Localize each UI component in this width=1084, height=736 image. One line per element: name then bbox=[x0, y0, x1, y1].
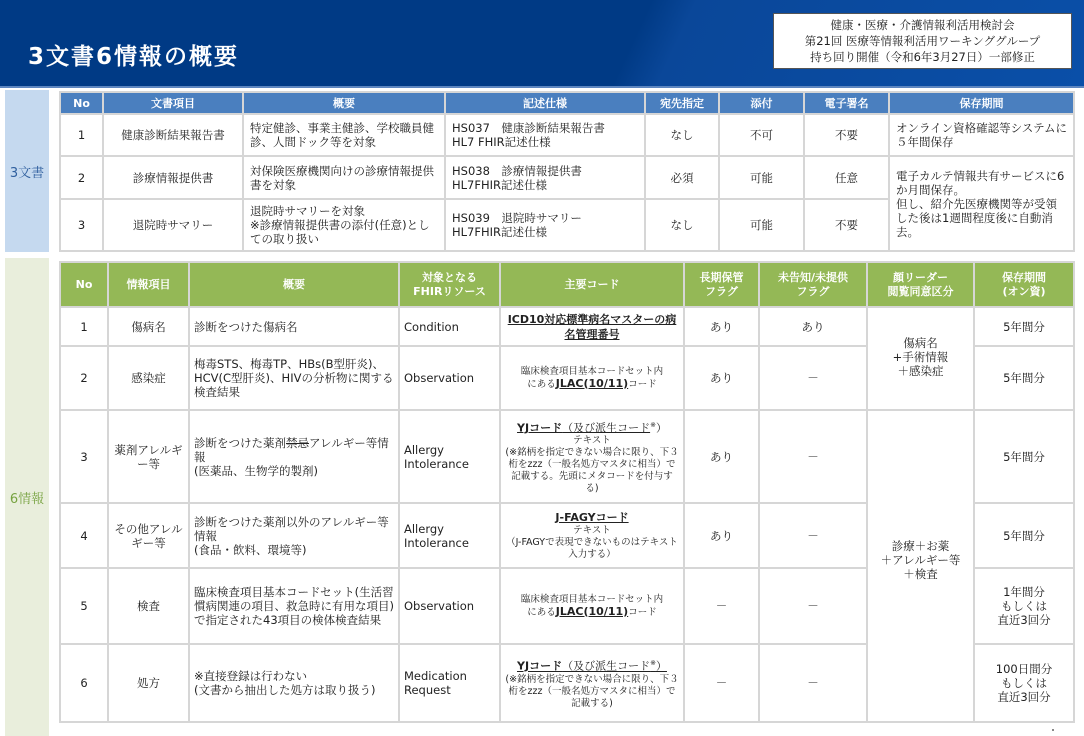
cell-fhir: Allergy Intolerance bbox=[399, 410, 500, 503]
cell-retention: 5年間分 bbox=[974, 307, 1074, 346]
source-note bbox=[773, 13, 1072, 69]
summary-line-2: (医薬品、生物学的製剤) bbox=[194, 463, 318, 478]
cell-fhir: Allergy Intolerance bbox=[399, 503, 500, 568]
column-header-attachment: 添付 bbox=[719, 92, 804, 114]
cell-summary: 特定健診、事業主健診、学校職員健診、人間ドック等を対象 bbox=[243, 114, 445, 156]
cell-code bbox=[500, 503, 684, 568]
column-header-summary: 概要 bbox=[189, 262, 399, 307]
cell-no: 3 bbox=[60, 199, 103, 251]
cell-recipient: 必須 bbox=[645, 156, 719, 199]
summary-line-2: (食品・飲料、環境等) bbox=[194, 542, 307, 557]
code-line-2 bbox=[505, 378, 679, 391]
code-line-2 bbox=[505, 606, 679, 619]
spec-line-1: HS038 診療情報提供書 bbox=[452, 163, 582, 178]
cell-no: 2 bbox=[60, 156, 103, 199]
cell-attachment: 可能 bbox=[719, 156, 804, 199]
summary-line-2: ※診療情報提供書の添付(任意)としての取り扱い bbox=[250, 218, 430, 246]
column-header-fhir-resource bbox=[399, 262, 500, 307]
cell-item: 診療情報提供書 bbox=[103, 156, 243, 199]
title-banner bbox=[0, 0, 1084, 88]
documents-table bbox=[59, 91, 1075, 252]
note-mark: ※ bbox=[650, 659, 656, 668]
header-line-1: 保存期間 bbox=[1002, 270, 1046, 284]
cell-item: 退院時サマリー bbox=[103, 199, 243, 251]
cell-summary: 臨床検査項目基本コードセット(生活習慣病関連の項目、救急時に有用な項目)で指定された43項目の検体検査結果 bbox=[189, 568, 399, 644]
cell-no: 1 bbox=[60, 114, 103, 156]
retention-line-2: もしくは bbox=[1001, 676, 1047, 690]
column-header-no: No bbox=[60, 92, 103, 114]
cell-item: その他アレルギー等 bbox=[108, 503, 189, 568]
note-mark: ※ bbox=[650, 420, 656, 429]
header-line-1: 対象となる bbox=[422, 270, 477, 284]
code-line-2: テキスト bbox=[573, 435, 611, 447]
cell-item: 薬剤アレルギー等 bbox=[108, 410, 189, 503]
code-suffix: コード bbox=[628, 378, 657, 390]
cell-undisclosed: － bbox=[759, 644, 867, 722]
code-name: JLAC(10/11) bbox=[555, 604, 629, 618]
cell-consent-group-2 bbox=[867, 410, 974, 722]
column-header-retention: 保存期間 bbox=[889, 92, 1074, 114]
column-header-retention bbox=[974, 262, 1074, 307]
table-header-row bbox=[60, 262, 1074, 307]
source-line-3: 持ち回り開催（令和6年3月27日）一部修正 bbox=[810, 50, 1035, 64]
cell-code bbox=[500, 568, 684, 644]
cell-signature: 任意 bbox=[804, 156, 889, 199]
consent-line-1: 傷病名 bbox=[903, 336, 938, 350]
cell-longterm: あり bbox=[684, 503, 759, 568]
retention-line-1: 100日間分 bbox=[995, 662, 1053, 676]
code-prefix: にある bbox=[527, 606, 556, 618]
cell-item: 感染症 bbox=[108, 346, 189, 410]
cell-spec bbox=[445, 114, 645, 156]
cell-item: 検査 bbox=[108, 568, 189, 644]
cell-attachment: 不可 bbox=[719, 114, 804, 156]
column-header-spec: 記述仕様 bbox=[445, 92, 645, 114]
header-line-2: FHIRリソース bbox=[413, 284, 486, 298]
column-header-longterm-flag bbox=[684, 262, 759, 307]
column-header-no: No bbox=[60, 262, 108, 307]
cell-summary bbox=[189, 503, 399, 568]
column-header-info-item: 情報項目 bbox=[108, 262, 189, 307]
struck-text: 禁忌 bbox=[286, 435, 309, 450]
code-name: JLAC(10/11) bbox=[555, 376, 629, 390]
cell-retention bbox=[974, 644, 1074, 722]
cell-undisclosed: あり bbox=[759, 307, 867, 346]
summary-line-1: ※直接登録は行わない bbox=[194, 669, 308, 683]
cell-code bbox=[500, 410, 684, 503]
cell-retention: 5年間分 bbox=[974, 503, 1074, 568]
cell-summary bbox=[243, 199, 445, 251]
code-note: (※銘柄を指定できない場合に限り、下３桁をzzz（一般名処方マスタに相当）で記載する。先頭にメタコードを付与する) bbox=[505, 447, 679, 495]
cell-longterm: あり bbox=[684, 307, 759, 346]
code-name: J-FAGYコード bbox=[555, 510, 629, 524]
code-name: ICD10対応標準病名マスターの病名管理番号 bbox=[507, 312, 677, 341]
code-note: （J-FAGYで表現できないものはテキスト入力する） bbox=[506, 536, 678, 560]
spec-line-1: HS037 健康診断結果報告書 bbox=[452, 121, 605, 135]
cell-undisclosed: － bbox=[759, 410, 867, 503]
cell-longterm: あり bbox=[684, 410, 759, 503]
code-suffix: （及び派生コード bbox=[562, 659, 651, 673]
cell-item: 処方 bbox=[108, 644, 189, 722]
summary-line-1: 診断をつけた薬剤以外のアレルギー等情報 bbox=[194, 514, 389, 543]
cell-code bbox=[500, 307, 684, 346]
retention-line-3: 直近3回分 bbox=[997, 690, 1051, 704]
cell-retention: 5年間分 bbox=[974, 410, 1074, 503]
header-line-2: 閲覧同意区分 bbox=[887, 284, 954, 298]
cell-summary bbox=[189, 410, 399, 503]
cell-retention: オンライン資格確認等システムに５年間保存 bbox=[889, 114, 1074, 156]
table-row bbox=[60, 307, 1074, 346]
cell-recipient: なし bbox=[645, 114, 719, 156]
cell-item: 傷病名 bbox=[108, 307, 189, 346]
cell-consent-group-1 bbox=[867, 307, 974, 410]
table-row bbox=[60, 114, 1074, 156]
spec-line-2: HL7FHIR記述仕様 bbox=[452, 177, 548, 192]
cell-fhir: Medication Request bbox=[399, 644, 500, 722]
cell-no: 6 bbox=[60, 644, 108, 722]
cell-retention bbox=[889, 156, 1074, 251]
column-header-document-item: 文書項目 bbox=[103, 92, 243, 114]
page-marker bbox=[1052, 729, 1054, 731]
retention-line-2: 但し、紹介先医療機関等が受領した後は1週間程度後に自動消去。 bbox=[896, 196, 1057, 239]
code-line-1: 臨床検査項目基本コードセット内 bbox=[520, 365, 664, 377]
cell-longterm: － bbox=[684, 644, 759, 722]
cell-longterm: あり bbox=[684, 346, 759, 410]
cell-fhir: Observation bbox=[399, 568, 500, 644]
code-prefix: にある bbox=[527, 378, 556, 390]
code-close: ） bbox=[655, 421, 667, 435]
summary-text: アレルギー等情報 bbox=[194, 435, 389, 464]
spec-line-2: HL7 FHIR記述仕様 bbox=[452, 135, 551, 149]
code-close: ） bbox=[655, 659, 667, 673]
cell-no: 4 bbox=[60, 503, 108, 568]
column-header-signature: 電子署名 bbox=[804, 92, 889, 114]
cell-no: 2 bbox=[60, 346, 108, 410]
column-header-summary: 概要 bbox=[243, 92, 445, 114]
header-line-1: 未告知/未提供 bbox=[777, 270, 849, 284]
cell-fhir: Condition bbox=[399, 307, 500, 346]
cell-summary bbox=[189, 644, 399, 722]
header-line-1: 顔リーダー bbox=[893, 270, 948, 284]
section-label-documents: 3文書 bbox=[5, 90, 49, 252]
retention-line-1: 電子カルテ情報共有サービスに6か月間保存。 bbox=[896, 168, 1065, 197]
retention-line-3: 直近3回分 bbox=[997, 613, 1051, 627]
cell-summary: 梅毒STS、梅毒TP、HBs(B型肝炎)、HCV(C型肝炎)、HIVの分析物に関する検査結果 bbox=[189, 346, 399, 410]
summary-text: 診断をつけた薬剤 bbox=[194, 435, 286, 450]
cell-code bbox=[500, 644, 684, 722]
cell-summary: 診断をつけた傷病名 bbox=[189, 307, 399, 346]
cell-undisclosed: － bbox=[759, 568, 867, 644]
header-line-2: フラグ bbox=[705, 284, 738, 298]
cell-signature: 不要 bbox=[804, 114, 889, 156]
code-suffix: コード bbox=[628, 606, 657, 618]
cell-spec bbox=[445, 156, 645, 199]
column-header-consent-category bbox=[867, 262, 974, 307]
summary-line-2: (文書から抽出した処方は取り扱う) bbox=[194, 683, 376, 697]
consent-line-2: +手術情報 bbox=[892, 350, 949, 364]
cell-item: 健康診断結果報告書 bbox=[103, 114, 243, 156]
column-header-recipient: 宛先指定 bbox=[645, 92, 719, 114]
column-header-main-code: 主要コード bbox=[500, 262, 684, 307]
cell-fhir: Observation bbox=[399, 346, 500, 410]
section-label-information: 6情報 bbox=[5, 258, 49, 736]
table-row bbox=[60, 156, 1074, 199]
code-line-1: 臨床検査項目基本コードセット内 bbox=[520, 593, 664, 605]
page-title: 3文書6情報の概要 bbox=[28, 44, 240, 70]
code-line-2: テキスト bbox=[573, 524, 611, 536]
summary-line-1 bbox=[194, 436, 394, 464]
cell-no: 1 bbox=[60, 307, 108, 346]
column-header-undisclosed-flag bbox=[759, 262, 867, 307]
cell-retention bbox=[974, 568, 1074, 644]
consent-line-3: ＋感染症 bbox=[897, 364, 944, 378]
table-header-row bbox=[60, 92, 1074, 114]
code-line-1 bbox=[505, 656, 679, 674]
spec-line-1: HS039 退院時サマリー bbox=[452, 211, 582, 225]
table-row bbox=[60, 410, 1074, 503]
code-name: YJコード bbox=[517, 659, 563, 673]
cell-recipient: なし bbox=[645, 199, 719, 251]
code-note: (※銘柄を指定できない場合に限り、下３桁をzzz（一般名処方マスタに相当）で記載する) bbox=[505, 673, 679, 709]
cell-retention: 5年間分 bbox=[974, 346, 1074, 410]
cell-summary: 対保険医療機関向けの診療情報提供書を対象 bbox=[243, 156, 445, 199]
cell-attachment: 可能 bbox=[719, 199, 804, 251]
cell-undisclosed: － bbox=[759, 503, 867, 568]
cell-undisclosed: － bbox=[759, 346, 867, 410]
consent-line-1: 診療＋お薬 bbox=[891, 539, 950, 553]
cell-code bbox=[500, 346, 684, 410]
source-line-2: 第21回 医療等情報利活用ワーキンググループ bbox=[804, 34, 1041, 48]
cell-signature: 不要 bbox=[804, 199, 889, 251]
header-line-2: フラグ bbox=[796, 284, 830, 298]
cell-spec bbox=[445, 199, 645, 251]
header-line-2: (オン資) bbox=[1002, 284, 1046, 298]
summary-line-1: 退院時サマリーを対象 bbox=[250, 204, 365, 218]
retention-line-1: 1年間分 bbox=[1003, 585, 1045, 599]
spec-line-2: HL7FHIR記述仕様 bbox=[452, 225, 548, 239]
cell-no: 3 bbox=[60, 410, 108, 503]
information-table bbox=[59, 261, 1075, 723]
retention-line-2: もしくは bbox=[1001, 599, 1047, 613]
consent-line-2: ＋アレルギー等 bbox=[880, 553, 961, 567]
code-name: YJコード bbox=[517, 421, 563, 435]
header-line-1: 長期保管 bbox=[699, 270, 744, 284]
code-suffix: （及び派生コード bbox=[562, 421, 651, 435]
source-line-1: 健康・医療・介護情報利活用検討会 bbox=[830, 18, 1015, 32]
cell-no: 5 bbox=[60, 568, 108, 644]
consent-line-3: ＋検査 bbox=[903, 567, 938, 581]
code-line-1 bbox=[505, 418, 679, 436]
cell-longterm: － bbox=[684, 568, 759, 644]
